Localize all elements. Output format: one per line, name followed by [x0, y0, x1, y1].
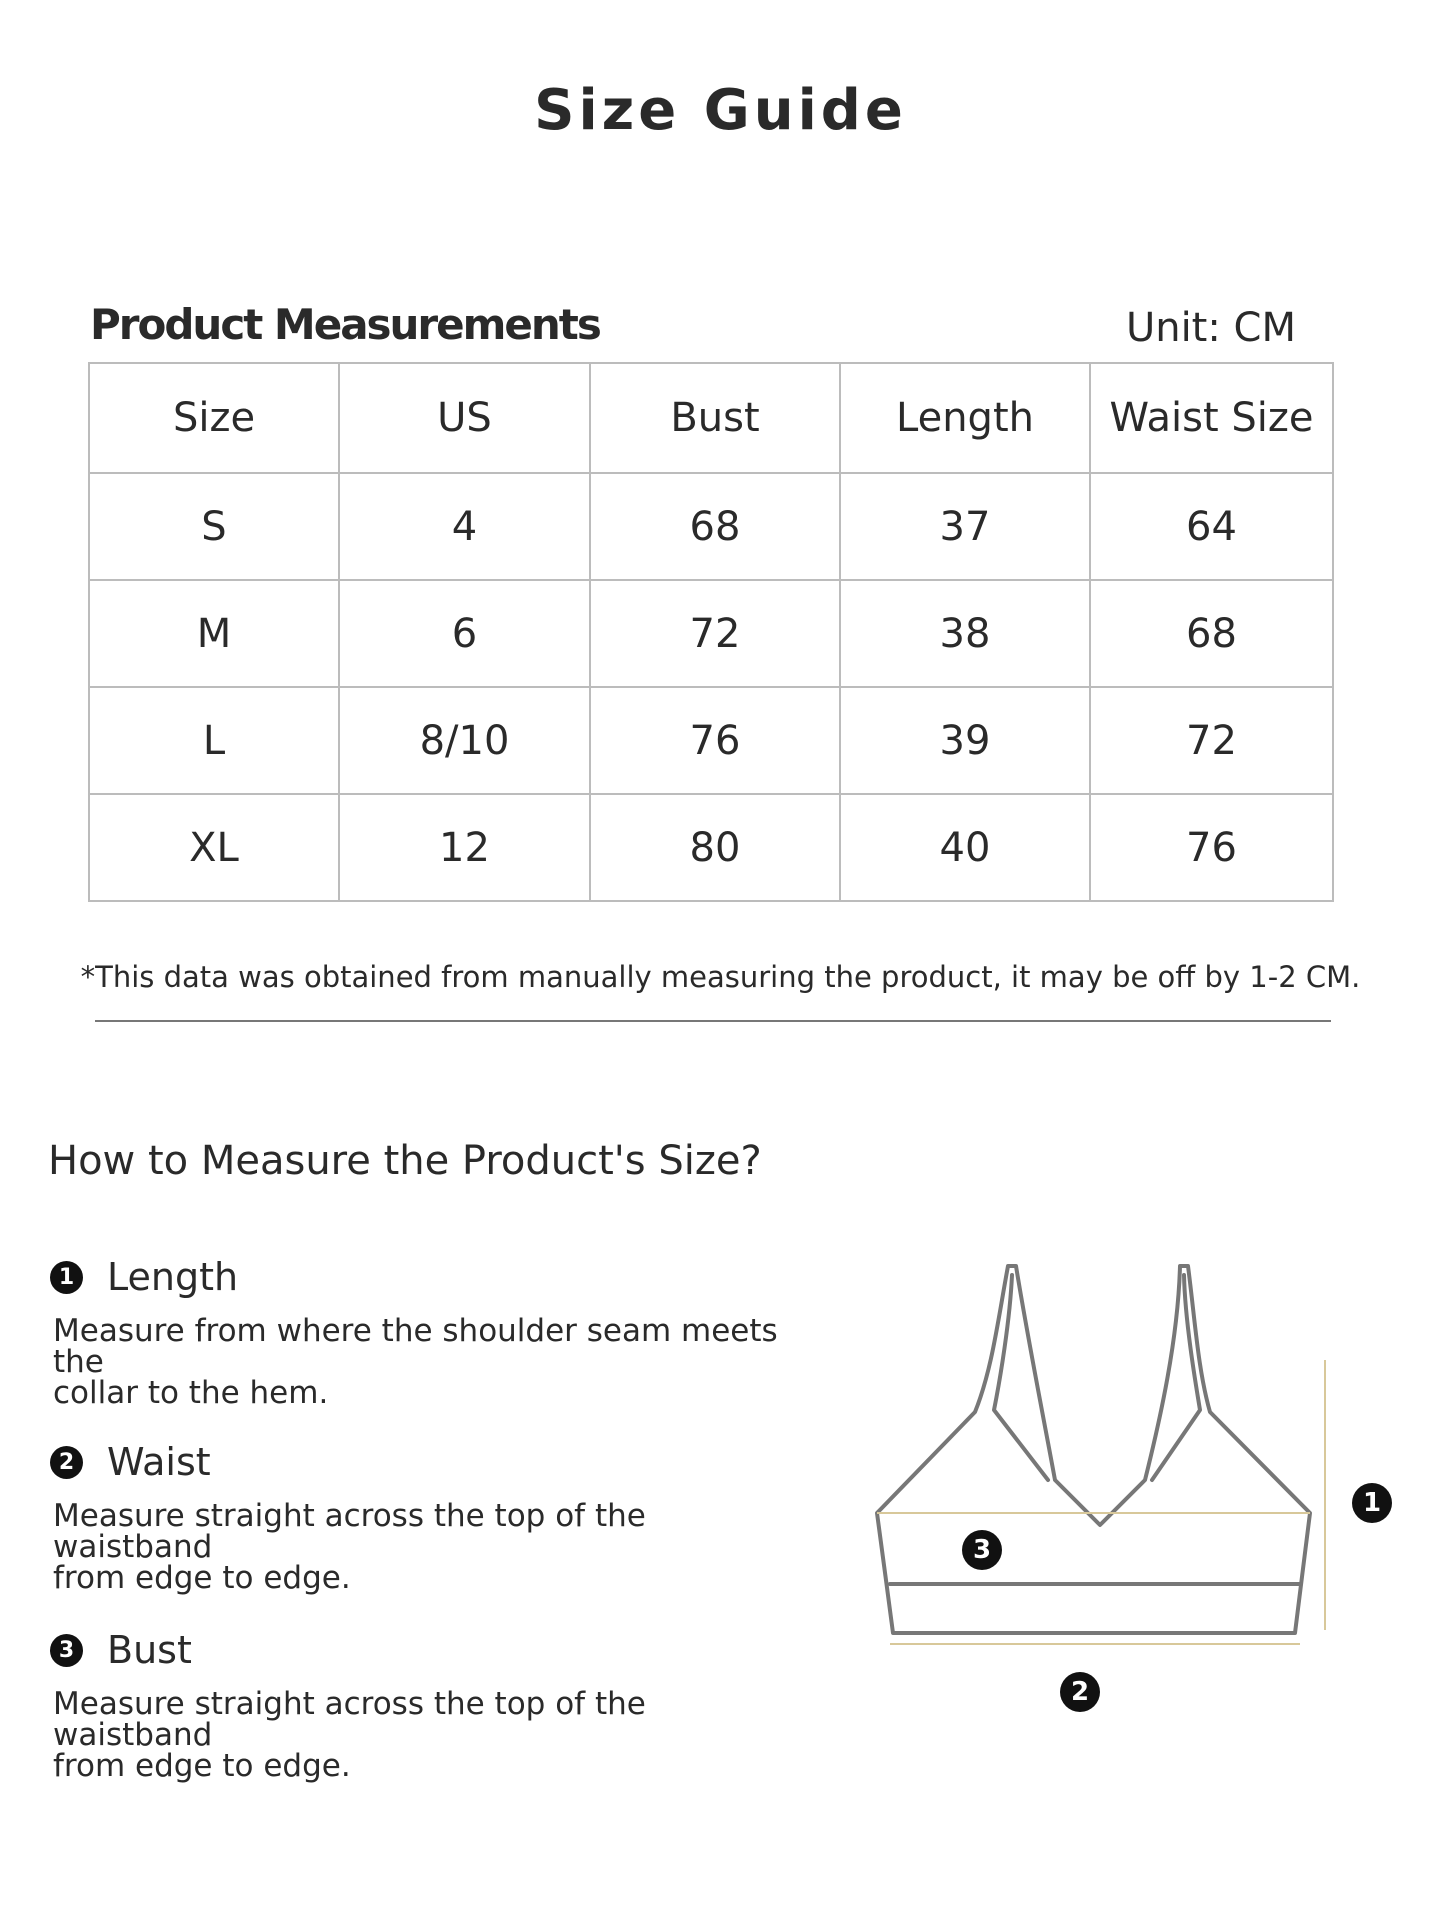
divider — [95, 1020, 1331, 1022]
step-description-line: collar to the hem. — [53, 1375, 329, 1411]
table-row — [89, 473, 1333, 580]
table-cell: 76 — [1090, 794, 1333, 901]
length-marker: 1 — [1352, 1483, 1392, 1523]
step-description-line: from edge to edge. — [53, 1560, 351, 1596]
table-cell: 72 — [590, 580, 840, 687]
unit-label: Unit: CM — [1125, 305, 1296, 351]
step-description — [50, 1686, 793, 1784]
table-cell: L — [89, 687, 339, 794]
step-label: Length — [107, 1255, 239, 1299]
step-waist — [50, 1437, 810, 1594]
table-cell: 6 — [339, 580, 590, 687]
measurement-diagram — [860, 1250, 1400, 1730]
table-cell: 80 — [590, 794, 840, 901]
table-cell: 64 — [1090, 473, 1333, 580]
table-row — [89, 580, 1333, 687]
step-header — [50, 1625, 810, 1675]
sports-bra-outline-icon — [860, 1250, 1400, 1730]
table-cell: 39 — [840, 687, 1090, 794]
table-header-row — [89, 363, 1333, 473]
column-header-waist-size: Waist Size — [1090, 363, 1333, 473]
step-description-line: from edge to edge. — [53, 1748, 351, 1784]
step-header — [50, 1252, 810, 1302]
step-label: Bust — [107, 1628, 192, 1672]
table-cell: 68 — [590, 473, 840, 580]
table-cell: 76 — [590, 687, 840, 794]
column-header-size: Size — [89, 363, 339, 473]
step-description-line: Measure straight across the top of the waistband — [53, 1498, 646, 1565]
table-cell: M — [89, 580, 339, 687]
product-measurements-title: Product Measurements — [90, 300, 600, 349]
size-table — [88, 362, 1334, 902]
table-cell: 68 — [1090, 580, 1333, 687]
step-number-badge: 3 — [50, 1634, 83, 1667]
table-cell: XL — [89, 794, 339, 901]
step-number-badge: 1 — [50, 1261, 83, 1294]
garment-outline — [877, 1266, 1310, 1633]
step-header — [50, 1437, 810, 1487]
waist-marker: 2 — [1060, 1672, 1100, 1712]
step-description-line: Measure straight across the top of the waistband — [53, 1686, 646, 1753]
table-cell: 72 — [1090, 687, 1333, 794]
table-cell: 4 — [339, 473, 590, 580]
step-length — [50, 1252, 810, 1409]
how-to-measure-title: How to Measure the Product's Size? — [48, 1138, 762, 1184]
table-cell: 8/10 — [339, 687, 590, 794]
table-row — [89, 794, 1333, 901]
column-header-us: US — [339, 363, 590, 473]
column-header-length: Length — [840, 363, 1090, 473]
table-cell: 40 — [840, 794, 1090, 901]
table-cell: 37 — [840, 473, 1090, 580]
measurement-note: *This data was obtained from manually measuring the product, it may be off by 1-2 CM. — [80, 960, 1361, 994]
step-description-line: Measure from where the shoulder seam meets the — [53, 1313, 778, 1380]
page-title: Size Guide — [534, 78, 907, 143]
step-label: Waist — [107, 1440, 211, 1484]
step-number-badge: 2 — [50, 1446, 83, 1479]
table-cell: 38 — [840, 580, 1090, 687]
step-description — [50, 1313, 793, 1411]
step-bust — [50, 1625, 810, 1782]
table-cell: 12 — [339, 794, 590, 901]
table-row — [89, 687, 1333, 794]
column-header-bust: Bust — [590, 363, 840, 473]
step-description — [50, 1498, 793, 1596]
bust-marker: 3 — [962, 1530, 1002, 1570]
table-cell: S — [89, 473, 339, 580]
